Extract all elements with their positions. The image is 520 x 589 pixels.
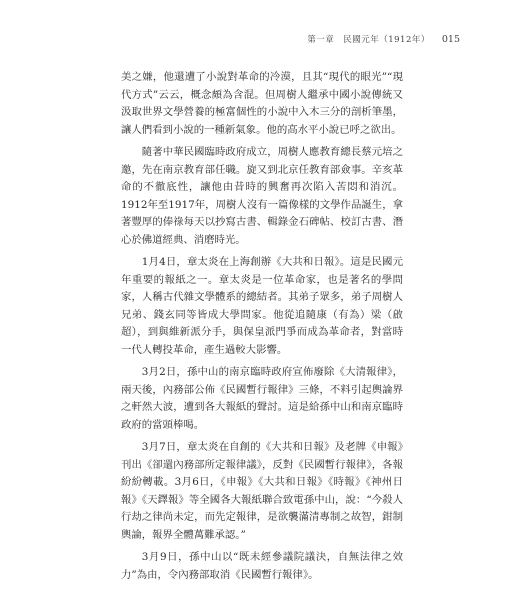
chapter-title: 第一章 民國元年（1912年） bbox=[307, 35, 430, 45]
paragraph-continued: 美之嫌，他還遭了小說對革命的冷漠，且其“現代的眼光”“現代方式”云云，概念頗為含混。但周樹人繼承中國小說傳統又汲取世界文學營養的極富個性的小說中入木三分的剖析筆墨，讓人們看到小說的一種新氣象。他的高水平小說已呼之欲出。 bbox=[121, 71, 403, 136]
paragraph: 3月9日，孫中山以“既未經參議院議決，自無法律之效力”為由，令內務部取消《民國暫行報律》。 bbox=[121, 551, 403, 581]
paragraph: 1月4日，章太炎在上海創辦《大共和日報》。這是民國元年重要的報紙之一。章太炎是一位革命家，也是著名的學問家，人稱古代雜文學體系的總結者。其弟子眾多，弟子周樹人兄弟、錢玄同等皆成大學問家。他從追隨康（有為）梁（啟超），到與維新派分手，與保皇派門爭而成為革命者，對當時一代人轉投革命，產生過較大影響。 bbox=[121, 256, 403, 356]
paragraph: 3月2日，孫中山的南京臨時政府宣佈廢除《大清報律》，兩天後，內務部公佈《民國暫行報律》三條，不料引起輿論界之軒然大波，遭到各大報紙的聲討。這是給孫中山和南京臨時政府的當頭棒喝。 bbox=[121, 366, 403, 431]
page-number: 015 bbox=[441, 34, 460, 45]
body-text bbox=[121, 69, 403, 589]
paragraph: 3月7日，章太炎在自創的《大共和日報》及老牌《申報》刊出《卻還內務部所定報律議》，反對《民國暫行報律》，各報紛紛轉載。3月6日，《申報》《大共和日報》《時報》《神州日報》《天鐸報》等全國各大報紙聯合致電孫中山，說：“今殺人行劫之律尚未定，而先定報律，是欲襲滿清專制之故智，鉗制輿論，報界全體萬難承認。” bbox=[121, 441, 403, 541]
paragraph: 隨著中華民國臨時政府成立，周樹人應教育總長蔡元培之邀，先在南京教育部任職。旋又到北京任教育部僉事。辛亥革命的不徹底性，讓他由昔時的興奮再次陷入苦悶和消沉。1912年至1917年，周樹人沒有一篇像樣的文學作品誕生，拿著豐厚的俸祿每天以抄寫古書、輯錄金石碑帖、校訂古書、潛心於佛道經典、消磨時光。 bbox=[121, 146, 403, 246]
running-head bbox=[307, 33, 460, 45]
